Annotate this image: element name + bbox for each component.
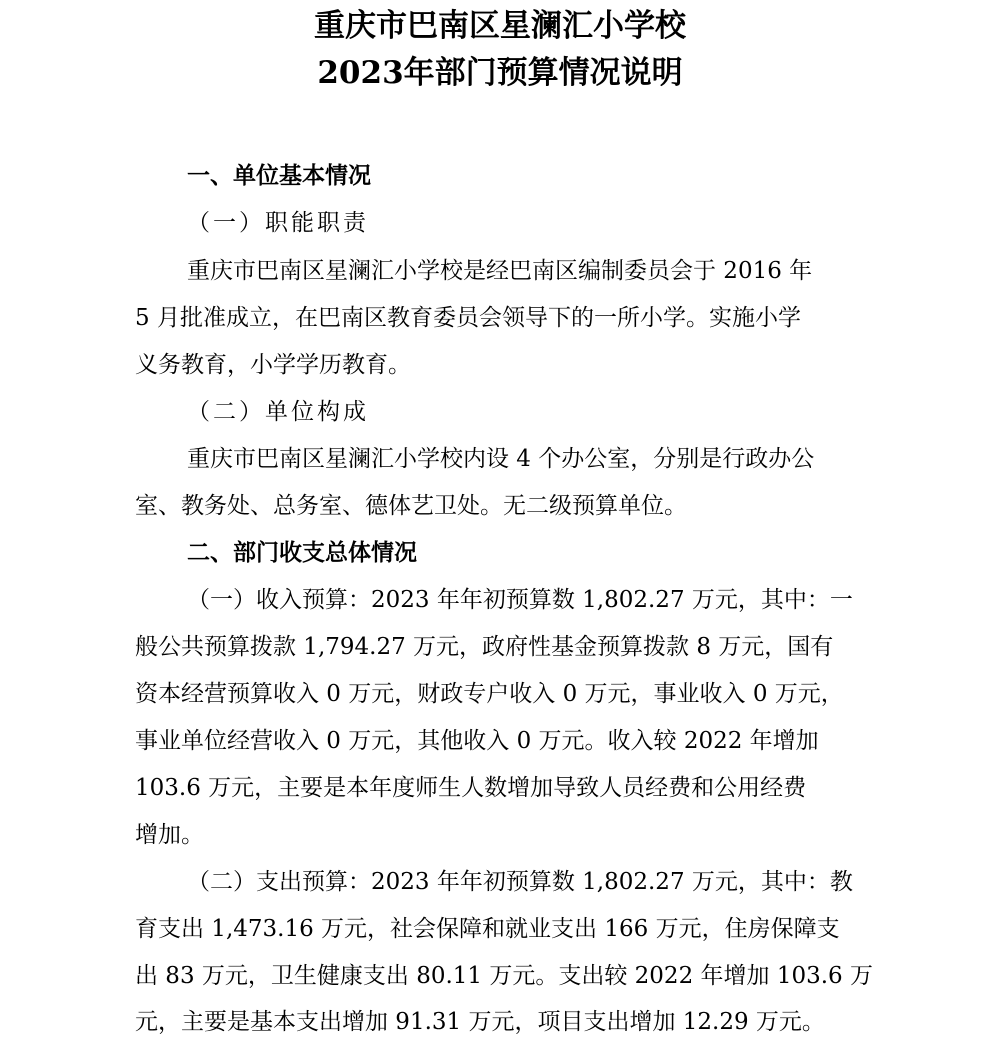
paragraph-line: 重庆市巴南区星澜汇小学校是经巴南区编制委员会于 2016 年	[187, 258, 813, 284]
document-title-line2: 2023年部门预算情况说明	[317, 55, 683, 91]
subheading-duties: （一）职能职责	[187, 210, 369, 236]
subheading-structure: （二）单位构成	[187, 399, 369, 425]
paragraph-line: （二）支出预算：2023 年年初预算数 1,802.27 万元，其中：教	[187, 869, 853, 895]
section-heading-1: 一、单位基本情况	[187, 162, 371, 189]
paragraph-line: 重庆市巴南区星澜汇小学校内设 4 个办公室，分别是行政办公	[187, 446, 815, 472]
paragraph-line: 增加。	[135, 822, 204, 848]
paragraph-line: 出 83 万元，卫生健康支出 80.11 万元。支出较 2022 年增加 103.6 万	[135, 963, 873, 989]
document-title-line1: 重庆市巴南区星澜汇小学校	[314, 8, 686, 44]
paragraph-line: 5 月批准成立，在巴南区教育委员会领导下的一所小学。实施小学	[135, 305, 801, 331]
paragraph-line: 室、教务处、总务室、德体艺卫处。无二级预算单位。	[135, 493, 687, 519]
paragraph-line: 元，主要是基本支出增加 91.31 万元，项目支出增加 12.29 万元。	[135, 1009, 825, 1035]
paragraph-line: 般公共预算拨款 1,794.27 万元，政府性基金预算拨款 8 万元，国有	[135, 634, 834, 660]
paragraph-line: 事业单位经营收入 0 万元，其他收入 0 万元。收入较 2022 年增加	[135, 728, 819, 754]
paragraph-line: （一）收入预算：2023 年年初预算数 1,802.27 万元，其中：一	[187, 587, 853, 613]
paragraph-line: 义务教育，小学学历教育。	[135, 352, 411, 378]
section-heading-2: 二、部门收支总体情况	[187, 539, 417, 566]
paragraph-line: 103.6 万元，主要是本年度师生人数增加导致人员经费和公用经费	[135, 775, 807, 801]
paragraph-line: 资本经营预算收入 0 万元，财政专户收入 0 万元，事业收入 0 万元，	[135, 681, 844, 707]
paragraph-line: 育支出 1,473.16 万元，社会保障和就业支出 166 万元，住房保障支	[135, 916, 840, 942]
